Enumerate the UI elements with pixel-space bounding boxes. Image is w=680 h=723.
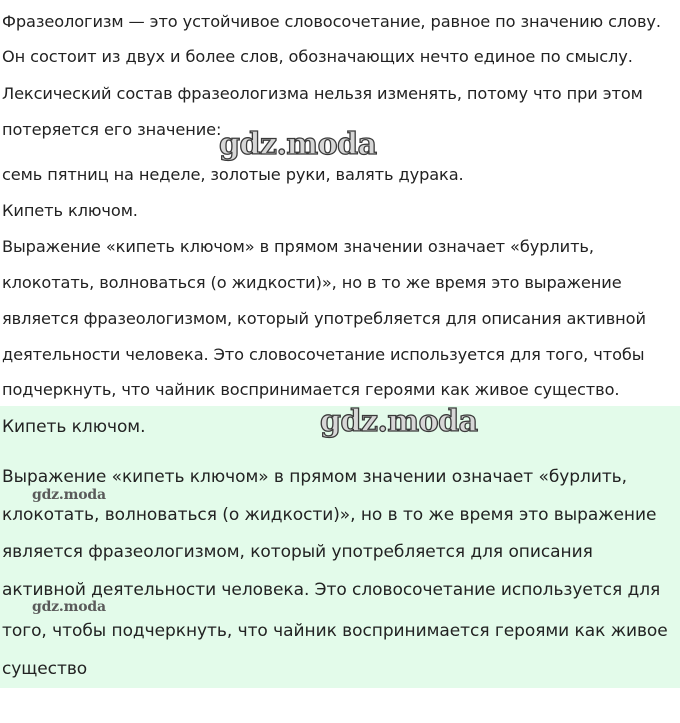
text-line: Выражение «кипеть ключом» в прямом значении означает «бурлить, [2, 237, 594, 256]
text-line: Фразеологизм — это устойчивое словосочетание, равное по значению слову. [2, 12, 661, 31]
watermark-logo: gdz.moda [320, 404, 478, 439]
text-line: подчеркнуть, что чайник воспринимается героями как живое существо. [2, 380, 620, 399]
text-line: является фразеологизмом, который употребляется для описания активной [2, 309, 646, 328]
text-line: Он состоит из двух и более слов, обозначающих нечто единое по смыслу. [2, 47, 633, 66]
text-line: семь пятниц на неделе, золотые руки, валять дурака. [2, 165, 464, 184]
answer-line: существо [2, 659, 88, 679]
answer-line: того, чтобы подчеркнуть, что чайник воспринимается героями как живое [2, 621, 668, 641]
answer-line: Выражение «кипеть ключом» в прямом значении означает «бурлить, [2, 467, 628, 487]
answer-line: активной деятельности человека. Это словосочетание используется для [2, 580, 661, 600]
text-line: Лексический состав фразеологизма нельзя изменять, потому что при этом [2, 84, 643, 103]
watermark-logo: gdz.moda [32, 599, 106, 615]
watermark-logo: gdz.moda [219, 127, 377, 162]
text-line: Кипеть ключом. [2, 201, 138, 220]
answer-panel [0, 406, 680, 688]
watermark-logo: gdz.moda [32, 487, 106, 503]
text-line: деятельности человека. Это словосочетание используется для того, чтобы [2, 345, 645, 364]
answer-line: является фразеологизмом, который употребляется для описания [2, 542, 593, 562]
answer-line: клокотать, волноваться (о жидкости)», но в то же время это выражение [2, 505, 657, 525]
text-line: клокотать, волноваться (о жидкости)», но в то же время это выражение [2, 273, 622, 292]
text-line: потеряется его значение: [2, 120, 222, 139]
answer-line: Кипеть ключом. [2, 417, 146, 437]
